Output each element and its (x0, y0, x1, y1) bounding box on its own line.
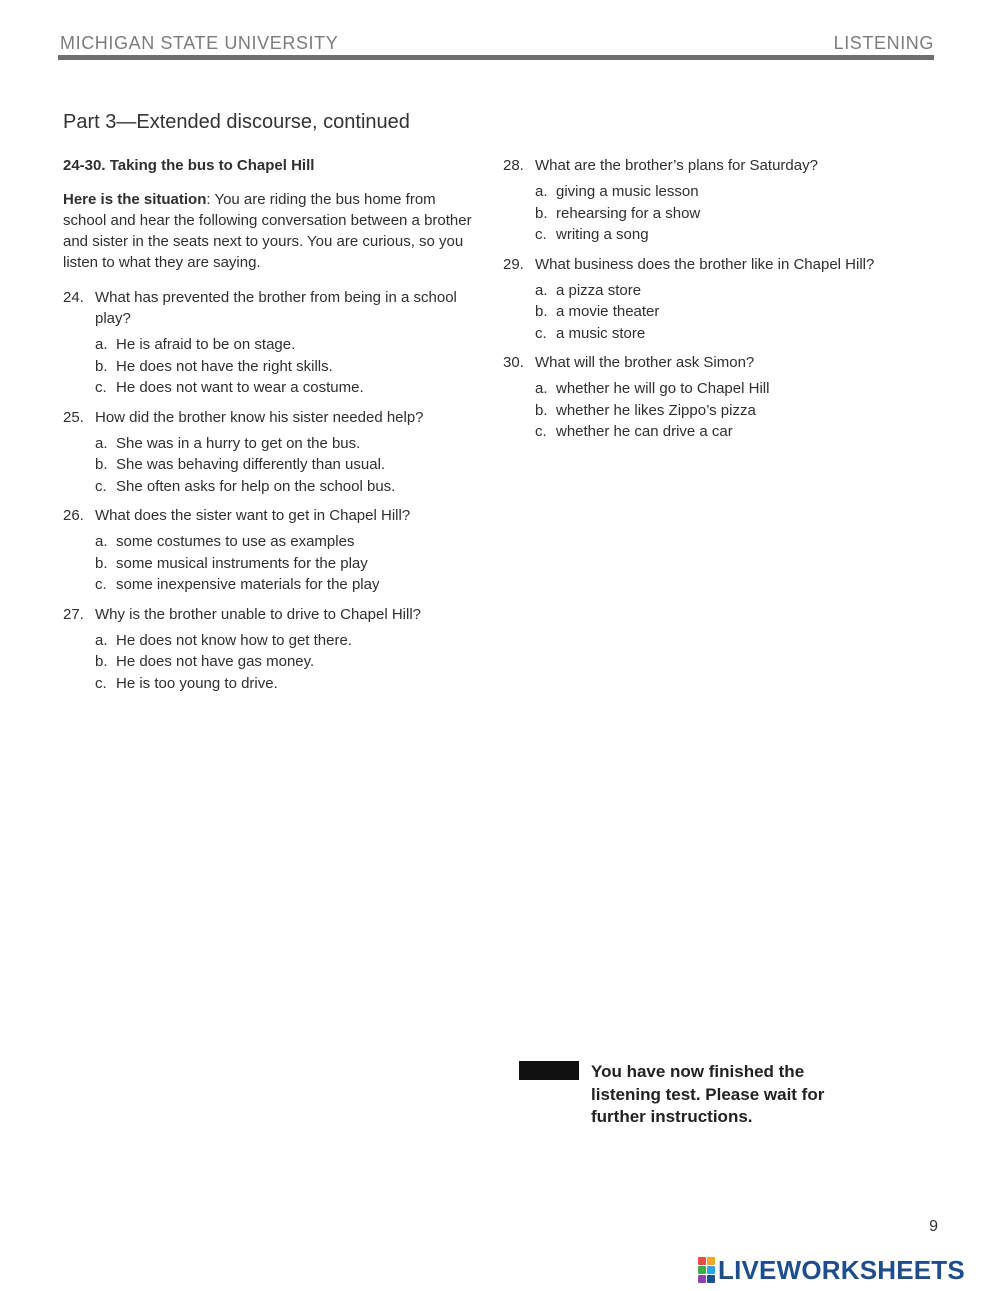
answer-option (95, 651, 478, 673)
question-text: Why is the brother unable to drive to Chapel Hill? (95, 605, 422, 623)
liveworksheets-logo (698, 1256, 965, 1284)
option-letter: b. (95, 653, 108, 670)
question-row (63, 505, 478, 526)
option-letter: c. (95, 674, 107, 692)
answer-option (535, 378, 923, 400)
option-text: whether he will go to Chapel Hill (556, 380, 770, 397)
option-letter: c. (95, 477, 107, 495)
question-item (63, 407, 478, 498)
option-text: rehearsing for a show (556, 204, 701, 222)
option-letter: c. (535, 423, 547, 440)
answer-options (535, 280, 923, 345)
answer-option (95, 574, 478, 596)
answer-option (95, 673, 478, 695)
option-letter: a. (535, 281, 548, 299)
question-text: What are the brother’s plans for Saturday? (535, 157, 818, 174)
section-heading: 24-30. Taking the bus to Chapel Hill (63, 157, 315, 174)
answer-option (95, 531, 478, 553)
option-text: a music store (556, 324, 646, 342)
question-row (503, 254, 923, 275)
question-row (63, 287, 478, 329)
option-text: He is too young to drive. (116, 674, 278, 692)
question-number: 27. (63, 605, 84, 623)
question-number: 29. (503, 255, 524, 273)
option-text: writing a song (556, 226, 649, 243)
answer-options (95, 531, 478, 596)
answer-options (535, 378, 923, 443)
answer-option (95, 630, 478, 652)
right-column (503, 155, 923, 451)
question-row (503, 352, 923, 373)
option-text: She often asks for help on the school bus. (116, 477, 396, 495)
option-text: He does not know how to get there. (116, 631, 352, 649)
option-text: He is afraid to be on stage. (116, 336, 296, 353)
logo-grid-cell (698, 1266, 706, 1274)
answer-option (95, 334, 478, 356)
end-message: You have now finished the listening test. Please wait for further instructions. (591, 1062, 825, 1126)
situation-text: : You are riding the bus home from school and hear the following conversation between a brother and sister in the seats next to yours. You are curious, so you listen to what they are saying. (63, 191, 472, 271)
question-item (63, 287, 478, 399)
answer-options (95, 630, 478, 695)
option-letter: b. (95, 357, 108, 375)
logo-wordmark: LIVEWORKSHEETS (718, 1254, 965, 1285)
option-letter: b. (95, 554, 108, 572)
answer-option (95, 454, 478, 476)
page-number: 9 (929, 1218, 938, 1235)
question-text: What business does the brother like in Chapel Hill? (535, 255, 875, 273)
left-questions (63, 287, 478, 694)
option-text: He does not have gas money. (116, 653, 315, 670)
answer-option (95, 377, 478, 399)
logo-grid-cell (698, 1257, 706, 1265)
question-item (503, 254, 923, 345)
right-questions (503, 155, 923, 443)
logo-grid-icon (698, 1257, 715, 1283)
option-letter: a. (95, 434, 108, 452)
option-letter: c. (535, 226, 547, 243)
option-letter: b. (535, 303, 548, 320)
option-text: giving a music lesson (556, 183, 699, 200)
option-letter: c. (95, 576, 107, 593)
header-rule (58, 55, 934, 60)
option-text: a pizza store (556, 281, 642, 299)
left-column (63, 155, 478, 702)
question-row (503, 155, 923, 176)
option-text: He does not have the right skills. (116, 357, 333, 375)
question-number: 25. (63, 408, 84, 426)
logo-grid-cell (707, 1266, 715, 1274)
answer-option (95, 553, 478, 575)
option-letter: b. (95, 456, 108, 473)
logo-grid-cell (707, 1275, 715, 1283)
answer-option (95, 433, 478, 455)
answer-options (95, 433, 478, 498)
logo-grid-cell (707, 1257, 715, 1265)
question-number: 30. (503, 354, 524, 371)
answer-option (95, 476, 478, 498)
end-notice (519, 1061, 849, 1141)
answer-options (95, 334, 478, 399)
option-letter: a. (95, 533, 108, 550)
question-text: What does the sister want to get in Chapel Hill? (95, 507, 411, 524)
option-letter: b. (535, 401, 548, 419)
question-row (63, 604, 478, 625)
option-text: some costumes to use as examples (116, 533, 355, 550)
question-item (503, 155, 923, 246)
option-letter: a. (95, 336, 108, 353)
answer-option (535, 400, 923, 422)
answer-option (535, 280, 923, 302)
answer-option (535, 203, 923, 225)
header-university: MICHIGAN STATE UNIVERSITY (60, 33, 339, 53)
option-letter: a. (535, 380, 548, 397)
option-text: some musical instruments for the play (116, 554, 368, 572)
option-text: whether he likes Zippo’s pizza (556, 401, 756, 419)
question-number: 24. (63, 289, 84, 306)
option-letter: c. (535, 324, 547, 342)
option-text: a movie theater (556, 303, 660, 320)
answer-option (535, 181, 923, 203)
question-item (503, 352, 923, 443)
option-letter: c. (95, 379, 107, 396)
question-text: How did the brother know his sister needed help? (95, 408, 424, 426)
option-letter: b. (535, 204, 548, 222)
question-number: 28. (503, 157, 524, 174)
answer-option (535, 224, 923, 246)
situation-paragraph (63, 189, 478, 273)
answer-option (535, 301, 923, 323)
question-row (63, 407, 478, 428)
option-text: She was in a hurry to get on the bus. (116, 434, 361, 452)
question-number: 26. (63, 507, 84, 524)
answer-option (535, 421, 923, 443)
option-letter: a. (95, 631, 108, 649)
option-text: whether he can drive a car (556, 423, 733, 440)
option-text: some inexpensive materials for the play (116, 576, 380, 593)
option-text: He does not want to wear a costume. (116, 379, 364, 396)
header-section: LISTENING (833, 33, 934, 53)
question-text: What will the brother ask Simon? (535, 354, 755, 371)
answer-option (95, 356, 478, 378)
answer-options (535, 181, 923, 246)
answer-option (535, 323, 923, 345)
part-title: Part 3—Extended discourse, continued (63, 111, 410, 133)
option-letter: a. (535, 183, 548, 200)
question-item (63, 604, 478, 695)
option-text: She was behaving differently than usual. (116, 456, 386, 473)
question-item (63, 505, 478, 596)
stop-bar (519, 1061, 579, 1080)
question-text: What has prevented the brother from being in a school play? (95, 289, 457, 327)
logo-grid-cell (698, 1275, 706, 1283)
situation-label: Here is the situation (63, 191, 207, 208)
